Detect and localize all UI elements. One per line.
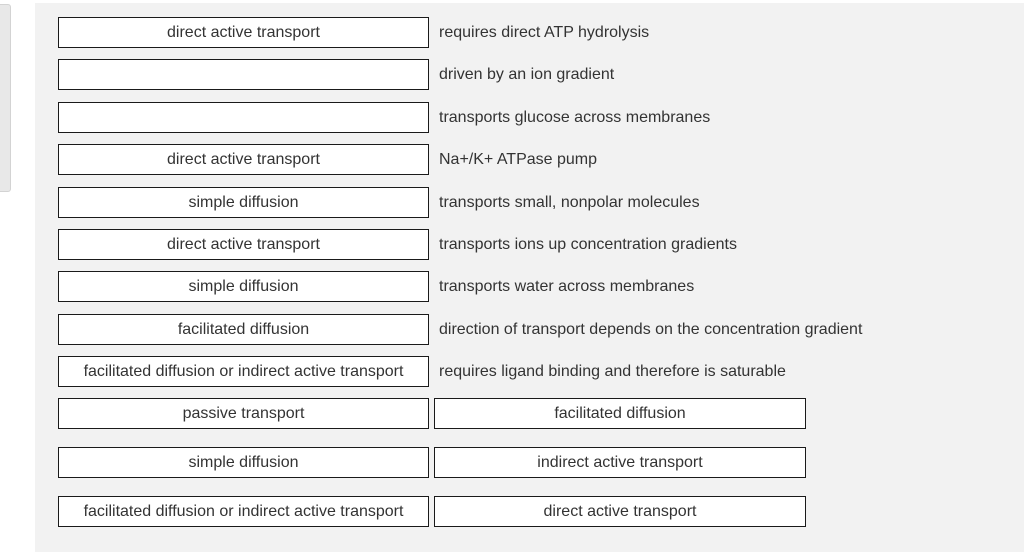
answer-drop-slot[interactable]: facilitated diffusion <box>58 314 429 345</box>
answer-drop-slot[interactable] <box>58 102 429 133</box>
answer-bank-item[interactable]: facilitated diffusion <box>434 398 806 429</box>
description-label: requires ligand binding and therefore is saturable <box>439 363 786 380</box>
description-label: driven by an ion gradient <box>439 66 615 83</box>
side-panel-tab[interactable] <box>0 4 11 192</box>
description-label: Na+/K+ ATPase pump <box>439 151 598 168</box>
answer-bank-item[interactable]: direct active transport <box>434 496 806 527</box>
description-label: transports glucose across membranes <box>439 109 711 126</box>
description-label: direction of transport depends on the concentration gradient <box>439 321 863 338</box>
answer-drop-slot[interactable]: simple diffusion <box>58 271 429 302</box>
answer-drop-slot[interactable] <box>58 59 429 90</box>
answer-drop-slot[interactable]: direct active transport <box>58 144 429 175</box>
description-label: transports water across membranes <box>439 278 695 295</box>
description-label: requires direct ATP hydrolysis <box>439 24 650 41</box>
answer-drop-slot[interactable]: direct active transport <box>58 229 429 260</box>
answer-bank-item[interactable]: passive transport <box>58 398 429 429</box>
answer-drop-slot[interactable]: simple diffusion <box>58 187 429 218</box>
answer-bank-item[interactable]: facilitated diffusion or indirect active transport <box>58 496 429 527</box>
answer-drop-slot[interactable]: direct active transport <box>58 17 429 48</box>
description-label: transports small, nonpolar molecules <box>439 194 700 211</box>
answer-drop-slot[interactable]: facilitated diffusion or indirect active transport <box>58 356 429 387</box>
description-label: transports ions up concentration gradients <box>439 236 737 253</box>
answer-bank-item[interactable]: simple diffusion <box>58 447 429 478</box>
answer-bank-item[interactable]: indirect active transport <box>434 447 806 478</box>
